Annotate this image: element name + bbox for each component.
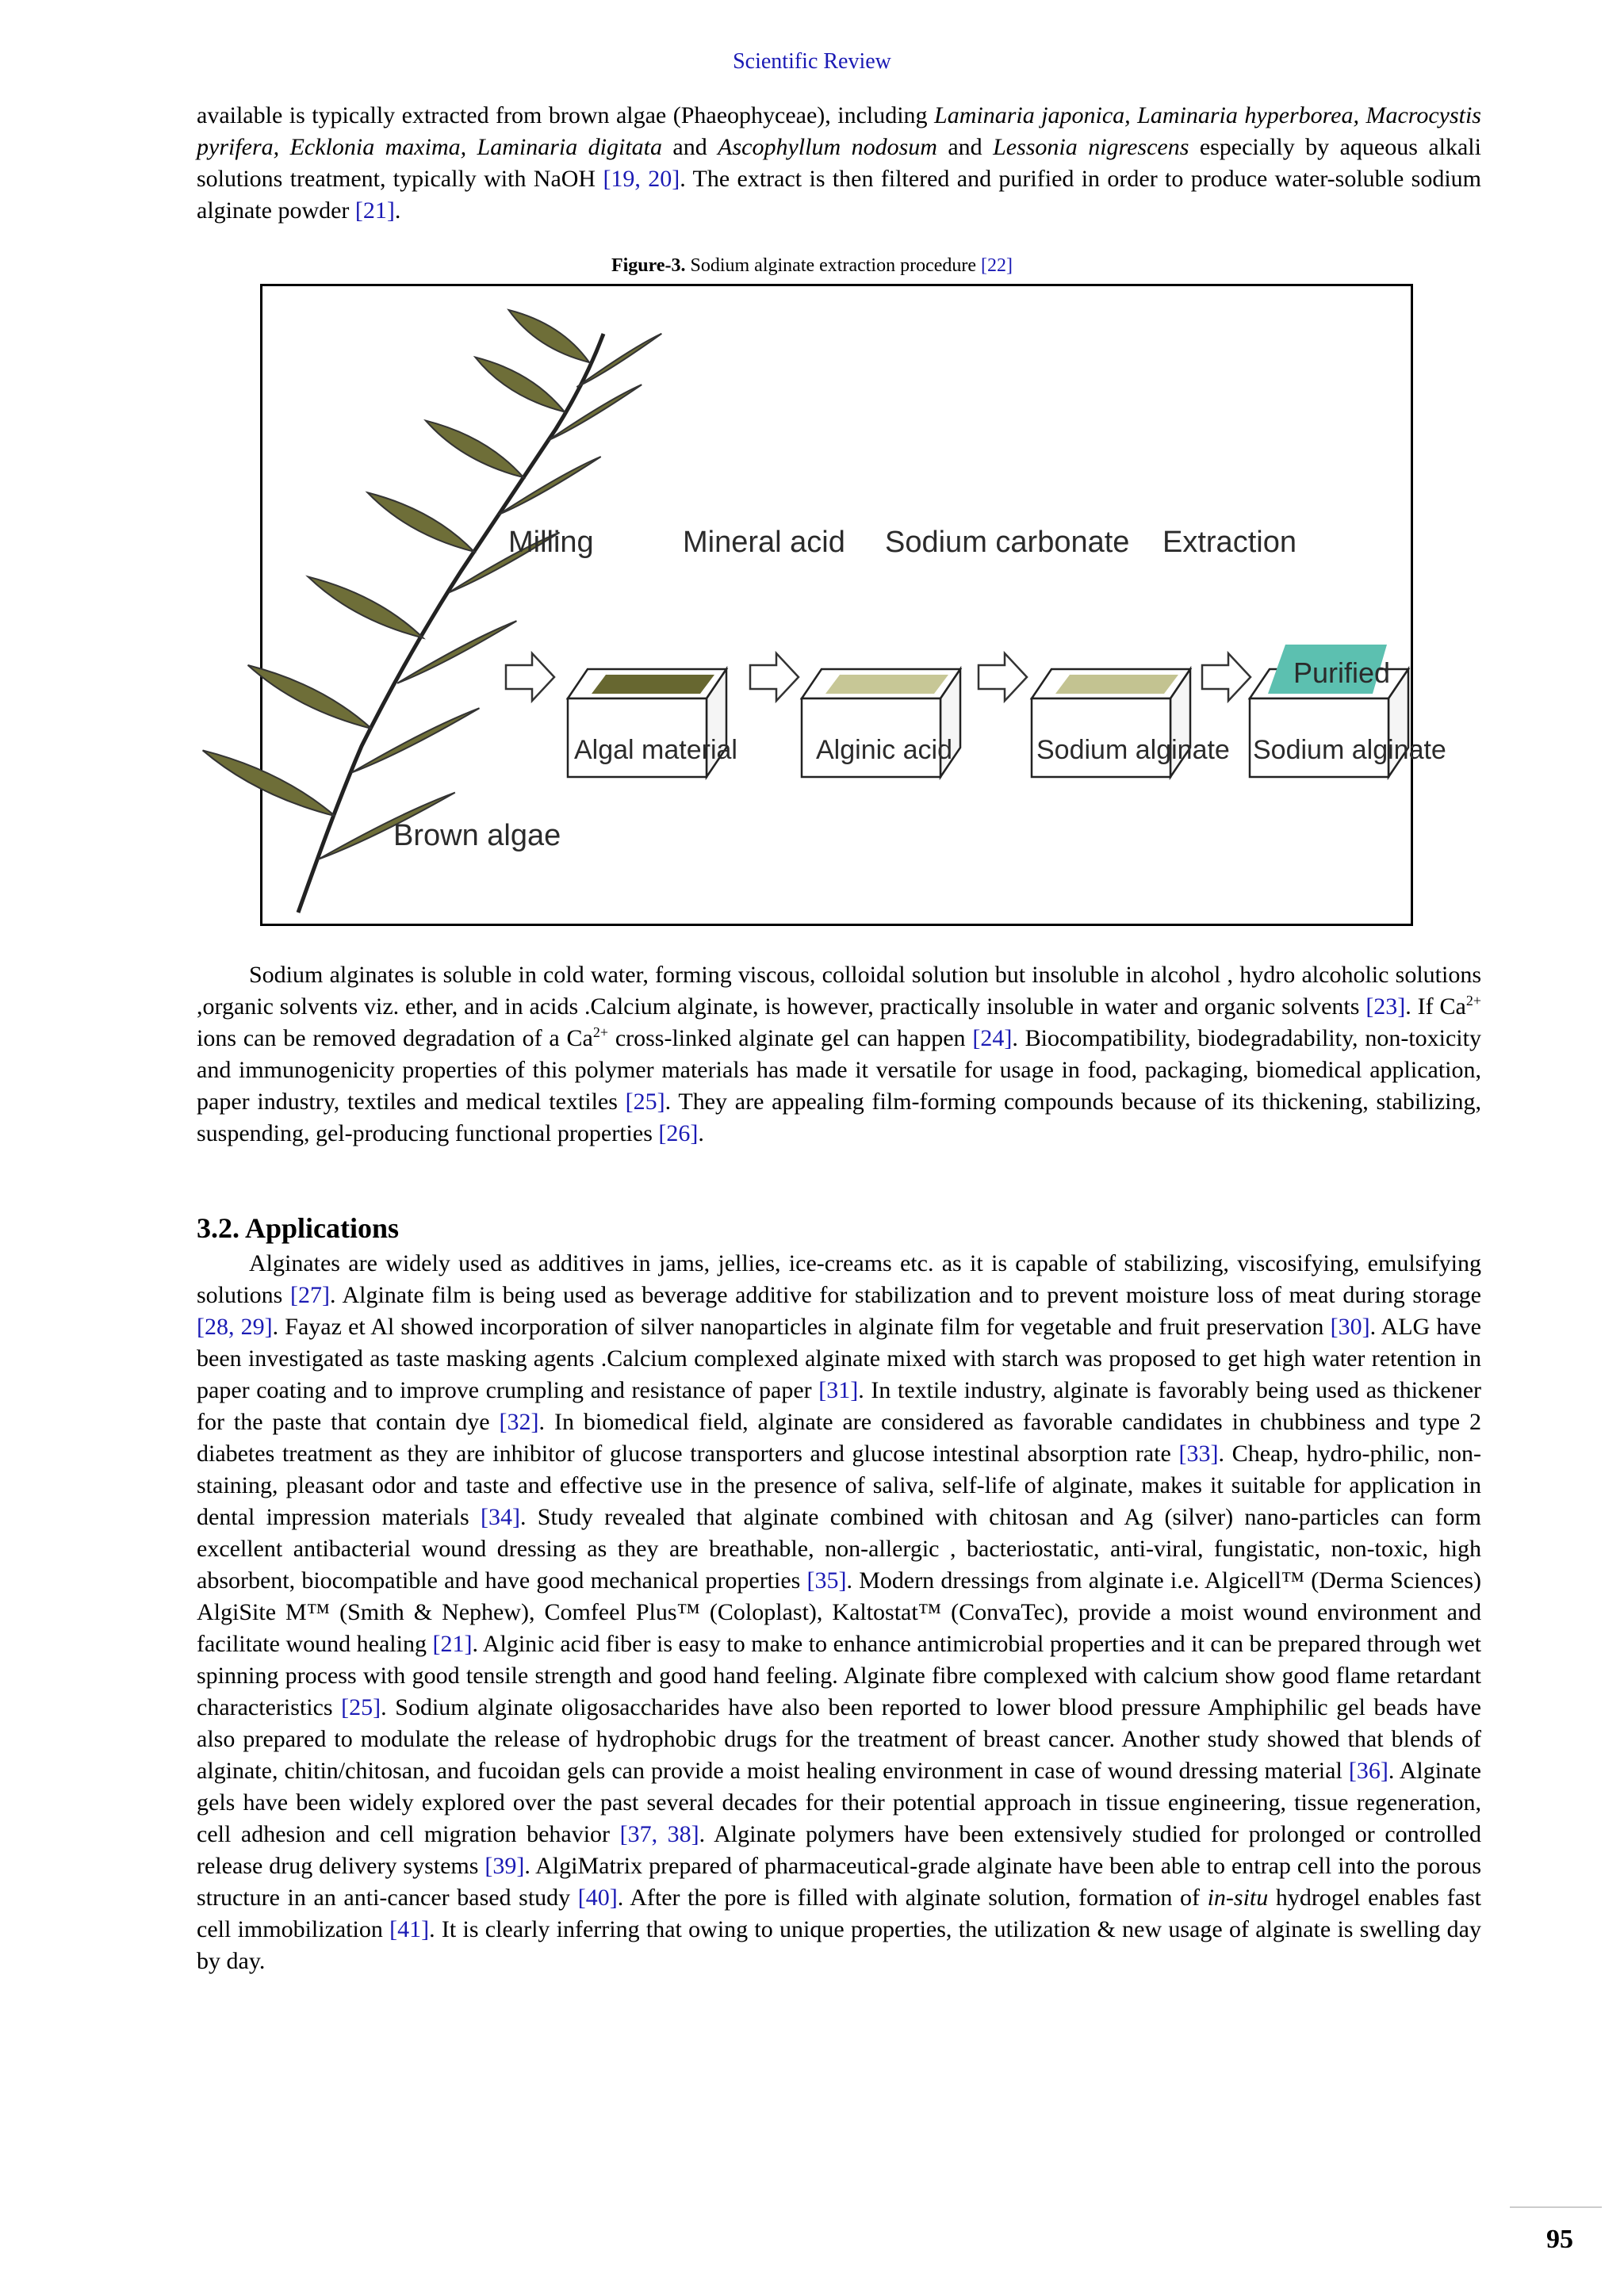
box-algal-material bbox=[568, 669, 737, 777]
algae-frond bbox=[368, 492, 474, 551]
algae-frond bbox=[548, 385, 642, 440]
algae-frond bbox=[308, 576, 423, 637]
algae-frond bbox=[576, 334, 661, 387]
box-label: Sodium alginate bbox=[1253, 735, 1446, 765]
brown-algae-label: Brown algae bbox=[393, 819, 561, 852]
algae-frond bbox=[248, 665, 372, 729]
step-label-sodium-carbonate: Sodium carbonate bbox=[885, 526, 1130, 559]
algae-frond bbox=[499, 457, 601, 515]
applications-paragraph: Alginates are widely used as additives in jams, jellies, ice-creams etc. as it is capable of stabilizing, viscosifying, emulsifying solutions [27]. Alginate film is being used as beverage additive for stabilization and to prevent moisture loss of meat during storage [28, 29]. Fayaz et Al showed incorporation of silver nanoparticles in alginate film for vegetable and fruit preservation [30]. ALG have been investigated as taste masking agents .Calcium complexed alginate mixed with starch was proposed to get high water retention in paper coating and to improve crumpling and resistance of paper [31]. In textile industry, alginate is favorably being used as thickener for the paste that contain dye [32]. In biomedical field, alginate are considered as favorable candidates in chubbiness and type 2 diabetes treatment as they are inhibitor of glucose transporters and glucose intestinal absorption rate [33]. Cheap, hydro-philic, non-staining, pleasant odor and taste and effective use in the presence of saliva, self-life of alginate, makes it suitable for application in dental impression materials [34]. Study revealed that alginate combined with chitosan and Ag (silver) nano-particles can form excellent antibacterial wound dressing as they are breathable, non-allergic , bacteriostatic, anti-viral, fungistatic, non-toxic, high absorbent, biocompatible and have good mechanical properties [35]. Modern dressings from alginate i.e. Algicell™ (Derma Sciences) AlgiSite M™ (Smith & Nephew), Comfeel Plus™ (Coloplast), Kaltostat™ (ConvaTec), provide a moist wound environment and facilitate wound healing [21]. Alginic acid fiber is easy to make to enhance antimicrobial properties and it can be prepared through wet spinning process with good tensile strength and good hand feeling. Alginate fibre complexed with calcium show good flame retardant characteristics [25]. Sodium alginate oligosaccharides have also been reported to lower blood pressure Amphiphilic gel beads have also prepared to modulate the release of hydrophobic drugs for the treatment of breast cancer. Another study showed that blends of alginate, chitin/chitosan, and fucoidan gels can provide a moist healing environment in case of wound dressing material [36]. Alginate gels have been widely explored over the past several decades for their potential approach in tissue engineering, tissue regeneration, cell adhesion and cell migration behavior [37, 38]. Alginate polymers have been extensively studied for prolonged or controlled release drug delivery systems [39]. AlgiMatrix prepared of pharmaceutical-grade alginate have been able to entrap cell into the porous structure in an anti-cancer based study [40]. After the pore is filled with alginate solution, formation of in-situ hydrogel enables fast cell immobilization [41]. It is clearly inferring that owing to unique properties, the utilization & new usage of alginate is swelling day by day. bbox=[197, 1250, 1482, 1974]
purified-label: Purified bbox=[1293, 656, 1391, 689]
citation-link[interactable]: [32] bbox=[499, 1409, 539, 1435]
alginic-acid-fill bbox=[825, 675, 948, 694]
in-situ-term: in-situ bbox=[1207, 1885, 1269, 1911]
citation-link[interactable]: [35] bbox=[806, 1567, 847, 1594]
algae-frond bbox=[426, 421, 523, 478]
algae-frond bbox=[203, 750, 335, 816]
citation-link[interactable]: [33] bbox=[1178, 1441, 1219, 1467]
species-ascophyllum: Ascophyllum nodosum bbox=[718, 134, 937, 160]
figure-caption: Figure-3. Sodium alginate extraction procedure [22] bbox=[611, 255, 1013, 276]
process-arrow-icon bbox=[750, 653, 799, 701]
citation-link[interactable]: [22] bbox=[981, 255, 1013, 276]
citation-link[interactable]: [25] bbox=[341, 1694, 381, 1720]
journal-header: Scientific Review bbox=[733, 49, 891, 74]
citation-link[interactable]: [26] bbox=[658, 1120, 699, 1146]
citation-link[interactable]: [31] bbox=[818, 1377, 859, 1403]
sodium-alginate-fill bbox=[1055, 675, 1178, 694]
box-sodium-alginate bbox=[1032, 669, 1230, 777]
citation-link[interactable]: [30] bbox=[1330, 1314, 1370, 1340]
process-arrow-icon bbox=[506, 653, 554, 701]
solubility-paragraph: Sodium alginates is soluble in cold water, forming viscous, colloidal solution but insoluble in alcohol , hydro alcoholic solutions ,organic solvents viz. ether, and in acids .Calcium alginate, is however, practically insoluble in water and organic solvents [23]. If $Ca^{2+}$ ions can be removed degradation of a $Ca^{2+}$ cross-linked alginate gel can happen [24]. Biocompatibility, biodegradability, non-toxicity and immunogenicity properties of this polymer materials has made it versatile for usage in food, packaging, biomedical application, paper industry, textiles and medical textiles [25]. They are appealing film-forming compounds because of its thickening, stabilizing, suspending, gel-producing functional properties [26]. bbox=[197, 962, 1481, 1146]
citation-link[interactable]: [24] bbox=[972, 1025, 1013, 1051]
citation-link[interactable]: [39] bbox=[485, 1853, 525, 1879]
citation-link[interactable]: [25] bbox=[625, 1089, 665, 1115]
citation-link[interactable]: [40] bbox=[577, 1885, 618, 1911]
algae-frond bbox=[475, 358, 564, 412]
algae-frond bbox=[351, 708, 479, 772]
citation-link[interactable]: [19, 20] bbox=[603, 166, 680, 192]
section-heading: 3.2. Applications bbox=[197, 1212, 400, 1244]
step-label-milling: Milling bbox=[508, 526, 594, 559]
citation-link[interactable]: [23] bbox=[1365, 993, 1406, 1020]
step-label-extraction: Extraction bbox=[1162, 526, 1297, 559]
citation-link[interactable]: [21] bbox=[354, 197, 395, 224]
process-arrow-icon bbox=[979, 653, 1027, 701]
citation-link[interactable]: [34] bbox=[480, 1504, 520, 1530]
citation-link[interactable]: [36] bbox=[1348, 1758, 1388, 1784]
extraction-figure bbox=[260, 284, 1446, 926]
algae-frond bbox=[508, 310, 589, 362]
citation-link[interactable]: [41] bbox=[389, 1916, 430, 1942]
citation-link[interactable]: [37, 38] bbox=[619, 1821, 699, 1847]
box-alginic-acid bbox=[802, 669, 960, 777]
citation-link[interactable]: [21] bbox=[432, 1631, 473, 1657]
extraction-diagram bbox=[262, 286, 1446, 924]
page-number: 95 bbox=[1546, 2225, 1573, 2254]
box-purified-sodium-alginate bbox=[1250, 645, 1446, 777]
algal-material-fill bbox=[592, 675, 714, 694]
box-label: Sodium alginate bbox=[1036, 735, 1230, 765]
box-label: Alginic acid bbox=[816, 735, 952, 765]
intro-paragraph: available is typically extracted from brown algae (Phaeophyceae), including Laminaria japonica, Laminaria hyperborea, Macrocystis pyrifera, Ecklonia maxima, Laminaria digitata and Ascophyllum nodosum and Lessonia nigrescens especially by aqueous alkali solutions treatment, typically with NaOH [19, 20]. The extract is then filtered and purified in order to produce water-soluble sodium alginate powder [21]. bbox=[197, 102, 1482, 224]
process-arrow-icon bbox=[1202, 653, 1251, 701]
citation-link[interactable]: [28, 29] bbox=[197, 1314, 273, 1340]
box-label: Algal material bbox=[574, 735, 737, 765]
step-label-mineral-acid: Mineral acid bbox=[683, 526, 845, 559]
species-list: Laminaria japonica, Laminaria hyperborea, Macrocystis pyrifera, Ecklonia maxima, Laminaria digitata bbox=[197, 102, 1481, 160]
footer-divider bbox=[1510, 2206, 1602, 2208]
citation-link[interactable]: [27] bbox=[290, 1282, 330, 1308]
species-lessonia: Lessonia nigrescens bbox=[993, 134, 1189, 160]
